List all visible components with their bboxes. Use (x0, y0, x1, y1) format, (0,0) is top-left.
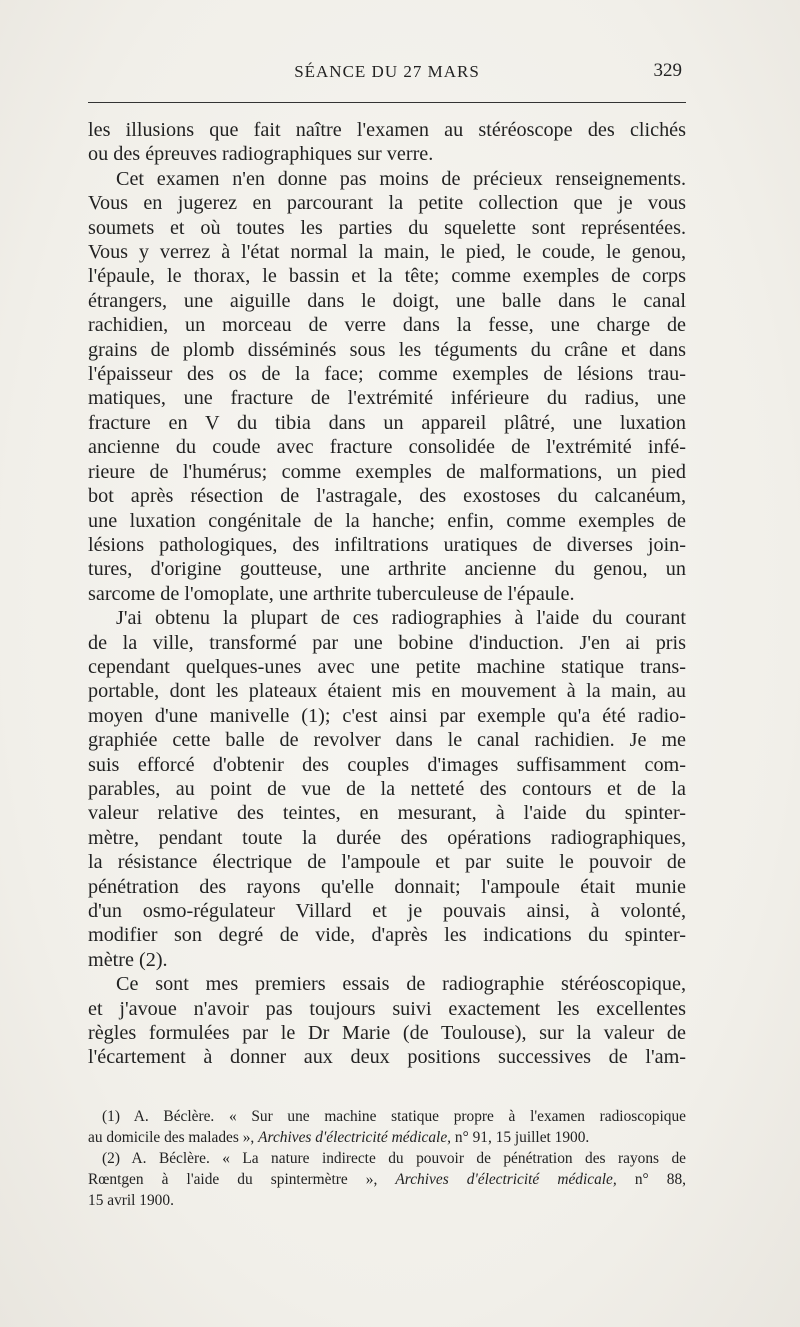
text-line: modifier son degré de vide, d'après les indications du spinter- (88, 924, 686, 947)
text-line: fracture en V du tibia dans un appareil plâtré, une luxation (88, 411, 686, 434)
text-line: sarcome de l'omoplate, une arthrite tuberculeuse de l'épaule. (88, 582, 575, 605)
text-line: la résistance électrique de l'ampoule et par suite le pouvoir de (88, 851, 686, 874)
footnote-text: n° 88, (634, 1171, 686, 1188)
footnote-line: 15 avril 1900. (88, 1192, 174, 1209)
footnote-line (88, 1127, 686, 1148)
text-line: étrangers, une aiguille dans le doigt, une balle dans le canal (88, 289, 686, 312)
text-line: Ce sont mes premiers essais de radiographie stéréoscopique, (116, 973, 686, 996)
footnote-line: (1) A. Béclère. « Sur une machine statique propre à l'examen radioscopique (102, 1108, 686, 1125)
text-line: les illusions que fait naître l'examen au stéréoscope des clichés (88, 119, 686, 141)
text-line: ou des épreuves radiographiques sur verre. (88, 143, 434, 166)
text-line: tures, d'origine goutteuse, une arthrite ancienne du genou, un (88, 558, 686, 581)
footnote-text: au domicile des malades », (88, 1129, 255, 1146)
text-line: valeur relative des teintes, en mesurant, à l'aide du spinter- (88, 802, 686, 825)
page-number: 329 (653, 60, 682, 81)
paragraph-3 (88, 606, 686, 972)
paragraph-2 (88, 167, 686, 606)
text-line: grains de plomb disséminés sous les téguments du crâne et dans (88, 338, 686, 361)
footnote-1 (88, 1106, 686, 1148)
text-line: matiques, une fracture de l'extrémité inférieure du radius, une (88, 387, 686, 410)
text-line: graphiée cette balle de revolver dans le canal rachidien. Je me (88, 729, 686, 752)
text-line: Vous y verrez à l'état normal la main, le pied, le coude, le genou, (88, 241, 686, 264)
text-line: pénétration des rayons qu'elle donnait; l'ampoule était munie (88, 875, 686, 898)
text-line: Cet examen n'en donne pas moins de précieux renseignements. (116, 167, 686, 190)
text-line: soumets et où toutes les parties du squelette sont représentées. (88, 216, 686, 239)
text-line: l'épaule, le thorax, le bassin et la tête; comme exemples de corps (88, 265, 686, 288)
text-line: parables, au point de vue de la netteté des contours et de la (88, 777, 686, 800)
text-line: bot après résection de l'astragale, des exostoses du calcanéum, (88, 485, 686, 508)
text-line: Vous en jugerez en parcourant la petite collection que je vous (88, 192, 686, 215)
text-line: portable, dont les plateaux étaient mis en mouvement à la main, au (88, 680, 686, 703)
footnotes (88, 1106, 686, 1211)
text-line: lésions pathologiques, des infiltrations uratiques de diverses join- (88, 533, 686, 556)
header-rule (88, 102, 686, 103)
paragraph-4 (88, 972, 686, 1070)
footnote-text: n° 91, 15 juillet 1900. (454, 1129, 590, 1146)
text-line: rieure de l'humérus; comme exemples de malformations, un pied (88, 460, 686, 483)
text-line: moyen d'une manivelle (1); c'est ainsi par exemple qu'a été radio- (88, 704, 686, 727)
body-text (88, 118, 686, 1070)
text-line: de la ville, transformé par une bobine d'induction. J'en ai pris (88, 631, 686, 654)
journal-title: Archives d'électricité médicale, (395, 1171, 617, 1188)
footnote-line (88, 1169, 686, 1190)
running-header (88, 62, 686, 92)
text-line: une luxation congénitale de la hanche; enfin, comme exemples de (88, 509, 686, 532)
text-line: d'un osmo-régulateur Villard et je pouvais ainsi, à volonté, (88, 900, 686, 922)
journal-title: Archives d'électricité médicale, (258, 1129, 452, 1146)
footnote-2 (88, 1148, 686, 1211)
header-title: SÉANCE DU 27 MARS (294, 62, 480, 81)
text-line: ancienne du coude avec fracture consolidée de l'extrémité infé- (88, 436, 686, 459)
text-line: l'épaisseur des os de la face; comme exemples de lésions trau- (88, 363, 686, 386)
footnote-line: (2) A. Béclère. « La nature indirecte du pouvoir de pénétration des rayons de (102, 1150, 686, 1167)
text-line: règles formulées par le Dr Marie (de Toulouse), sur la valeur de (88, 1022, 686, 1045)
text-line: J'ai obtenu la plupart de ces radiographies à l'aide du courant (116, 607, 686, 630)
paragraph-1 (88, 118, 686, 167)
text-line: et j'avoue n'avoir pas toujours suivi exactement les excellentes (88, 997, 686, 1020)
text-line: l'écartement à donner aux deux positions successives de l'am- (88, 1046, 686, 1069)
footnote-text: Rœntgen à l'aide du spintermètre », (88, 1171, 378, 1188)
text-line: cependant quelques-unes avec une petite machine statique trans- (88, 655, 686, 678)
text-line: mètre (2). (88, 948, 168, 971)
text-line: mètre, pendant toute la durée des opérations radiographiques, (88, 826, 686, 849)
text-line: rachidien, un morceau de verre dans la fesse, une charge de (88, 314, 686, 337)
text-line: suis efforcé d'obtenir des couples d'images suffisamment com- (88, 753, 686, 776)
